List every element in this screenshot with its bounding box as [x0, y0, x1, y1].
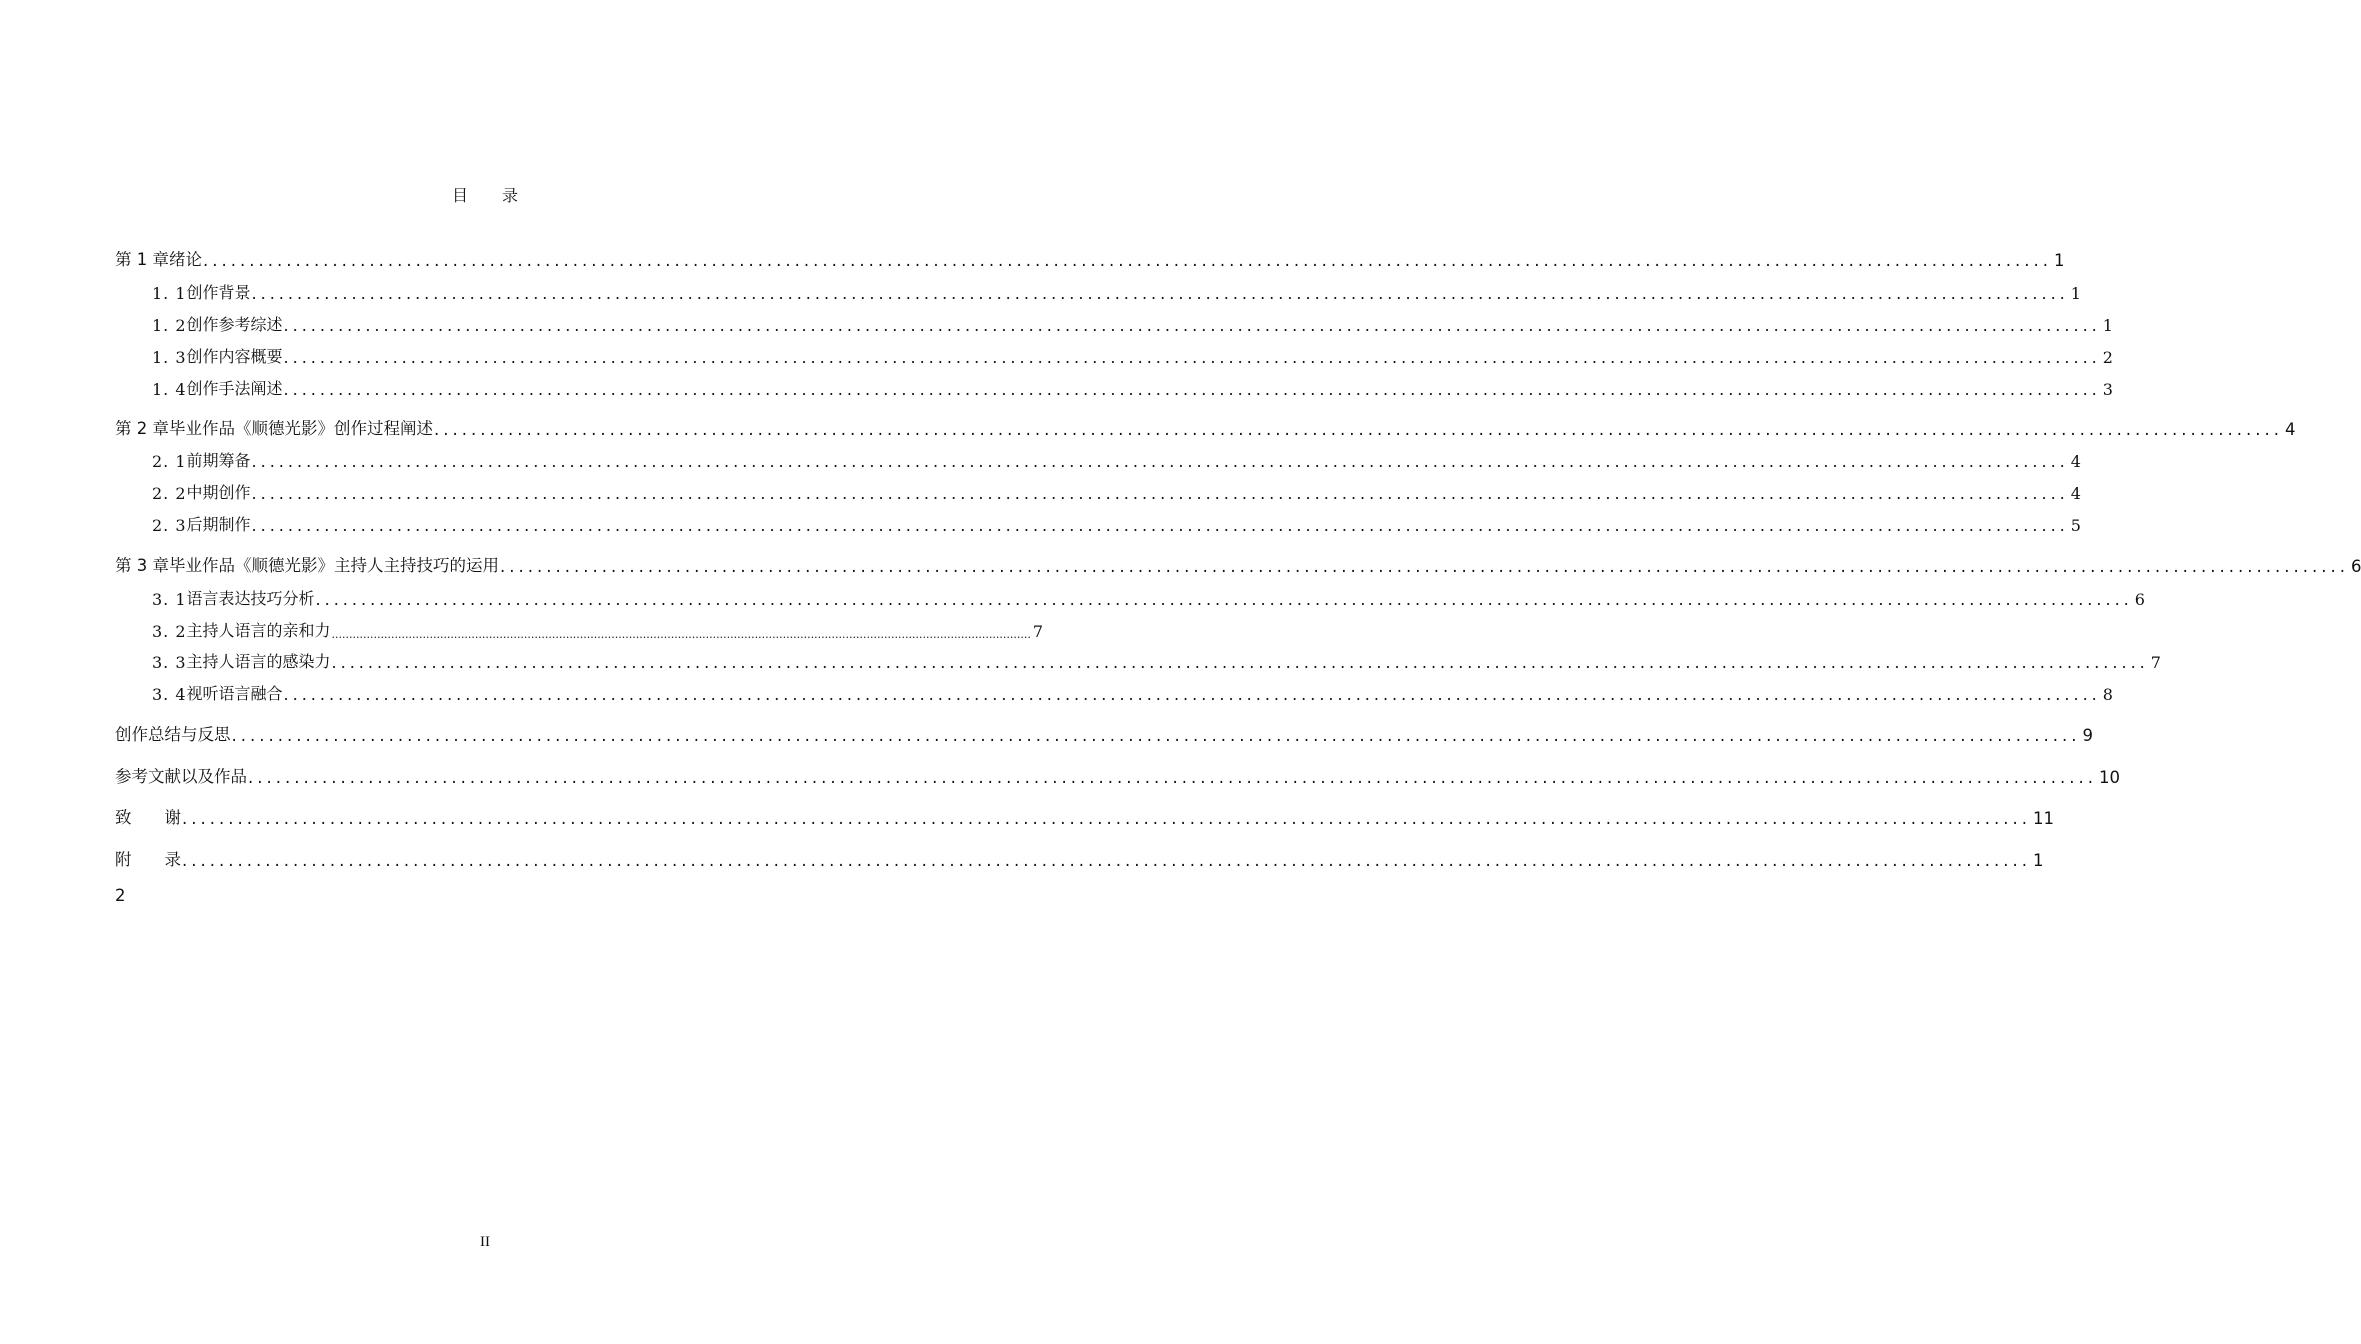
toc-entry-label: 主持人语言的亲和力	[186, 621, 331, 640]
toc-dot-leader: ........................................................................................................................................................................................................	[283, 685, 2101, 704]
toc-dot-leader: ........................................................................................................................................................................................................	[182, 851, 2031, 870]
toc-entry-section-2-3[interactable]	[152, 511, 2081, 535]
toc-dot-leader: ........................................................................................................................................................................................................	[248, 768, 2097, 787]
toc-entry-chapter-2[interactable]	[115, 415, 2296, 439]
toc-entry-page: 4	[2284, 420, 2296, 439]
toc-entry-label: 视听语言融合	[186, 684, 283, 703]
toc-entry-page: 1	[2070, 284, 2081, 303]
toc-entry-page: 3	[2102, 380, 2113, 399]
toc-entry-number: 3. 1	[152, 590, 187, 609]
toc-entry-label: 中期创作	[186, 483, 251, 502]
toc-entry-number: 1. 1	[152, 284, 187, 303]
toc-entry-label: 毕业作品《顺德光影》主持人主持技巧的运用	[169, 556, 499, 575]
toc-entry-label: 致 谢	[115, 808, 181, 827]
toc-title	[0, 183, 970, 206]
toc-dot-leader: ........................................................................................................................................................................................................	[182, 809, 2031, 828]
toc-wrapped-page-number: 2	[115, 886, 126, 905]
toc-entry-number: 3. 2	[152, 622, 187, 641]
toc-entry-label: 绪论	[169, 250, 202, 269]
toc-dot-leader: ........................................................................................................................................................................................................	[251, 452, 2069, 471]
toc-entry-page: 4	[2070, 484, 2081, 503]
toc-dot-leader: ........................................................................................................................................................................................................	[203, 251, 2052, 270]
toc-entry-label: 前期筹备	[186, 451, 251, 470]
toc-entry-page: 6	[2134, 590, 2145, 609]
toc-entry-page: 1	[2102, 316, 2113, 335]
toc-entry-page: 7	[1032, 622, 1044, 641]
toc-title-char-2: 录	[502, 186, 519, 205]
toc-dot-leader: ........................................................................................................................................................................................................	[283, 316, 2101, 335]
toc-entry-label: 主持人语言的感染力	[186, 652, 331, 671]
toc-entry-section-1-2[interactable]	[152, 311, 2113, 335]
toc-entry-section-3-1[interactable]	[152, 585, 2145, 609]
toc-entry-label: 创作背景	[186, 283, 251, 302]
toc-entry-page: 10	[2098, 768, 2120, 787]
toc-entry-number: 1. 3	[152, 348, 187, 367]
toc-entry-page: 7	[2150, 653, 2161, 672]
toc-entry-label: 创作手法阐述	[186, 379, 283, 398]
toc-entry-number: 1. 4	[152, 380, 187, 399]
toc-dot-leader: ........................................................................................................................................................................................................	[251, 516, 2069, 535]
toc-entry-section-3-2[interactable]	[152, 617, 1044, 641]
toc-dot-leader: ........................................................................................................................................................................................................	[283, 348, 2101, 367]
toc-entry-label: 语言表达技巧分析	[186, 589, 315, 608]
toc-entry-number: 2. 1	[152, 452, 187, 471]
toc-entry-label: 毕业作品《顺德光影》创作过程阐述	[169, 419, 433, 438]
toc-entry-label: 创作内容概要	[186, 347, 283, 366]
toc-dot-leader: ........................................................................................................................................................................................................	[315, 590, 2133, 609]
toc-entry-section-1-1[interactable]	[152, 279, 2081, 303]
toc-entry-page: 5	[2070, 516, 2081, 535]
toc-entry-section-3-3[interactable]	[152, 648, 2161, 672]
toc-entry-label: 参考文献以及作品	[115, 767, 247, 786]
toc-entry-appendix[interactable]	[115, 846, 2044, 870]
toc-entry-number: 2. 2	[152, 484, 187, 503]
toc-entry-page: 2	[2102, 348, 2113, 367]
toc-entry-section-2-1[interactable]	[152, 447, 2081, 471]
toc-entry-page: 8	[2102, 685, 2113, 704]
toc-entry-chapter-1[interactable]	[115, 246, 2065, 270]
toc-entry-section-3-4[interactable]	[152, 680, 2113, 704]
toc-entry-page: 4	[2070, 452, 2081, 471]
toc-dot-leader: ........................................................................................................................................................................................................	[500, 557, 2349, 576]
toc-entry-label: 创作总结与反思	[115, 725, 231, 744]
toc-dot-leader: ........................................................................................................................................................................................................	[331, 628, 1031, 641]
toc-entry-references[interactable]	[115, 763, 2120, 787]
toc-entry-page: 9	[2082, 726, 2093, 745]
toc-entry-page: 1	[2053, 251, 2065, 270]
toc-entry-section-1-3[interactable]	[152, 343, 2113, 367]
toc-entry-number: 第 1 章	[115, 250, 169, 269]
toc-entry-number: 3. 3	[152, 653, 187, 672]
toc-entry-number: 第 2 章	[115, 419, 169, 438]
toc-entry-section-1-4[interactable]	[152, 375, 2113, 399]
page-footer-number: II	[480, 1234, 490, 1250]
toc-entry-page: 6	[2350, 557, 2361, 576]
toc-entry-number: 2. 3	[152, 516, 187, 535]
toc-dot-leader: ........................................................................................................................................................................................................	[251, 284, 2069, 303]
toc-entry-acknowledgements[interactable]	[115, 804, 2054, 828]
toc-entry-label: 创作参考综述	[186, 315, 283, 334]
toc-entry-number: 1. 2	[152, 316, 187, 335]
toc-entry-number: 3. 4	[152, 685, 187, 704]
toc-dot-leader: ........................................................................................................................................................................................................	[331, 653, 2149, 672]
toc-entry-label: 附 录	[115, 850, 181, 869]
toc-entry-page: 1	[2032, 851, 2044, 870]
toc-entry-page: 11	[2032, 809, 2054, 828]
toc-dot-leader: ........................................................................................................................................................................................................	[231, 726, 2081, 745]
toc-entry-summary[interactable]	[115, 721, 2093, 745]
toc-entry-label: 后期制作	[186, 515, 251, 534]
toc-dot-leader: ........................................................................................................................................................................................................	[434, 420, 2283, 439]
toc-dot-leader: ........................................................................................................................................................................................................	[283, 380, 2101, 399]
toc-dot-leader: ........................................................................................................................................................................................................	[251, 484, 2069, 503]
toc-entry-number: 第 3 章	[115, 556, 169, 575]
toc-entry-chapter-3[interactable]	[115, 552, 2361, 576]
toc-title-char-1: 目	[451, 186, 468, 205]
toc-entry-section-2-2[interactable]	[152, 479, 2081, 503]
